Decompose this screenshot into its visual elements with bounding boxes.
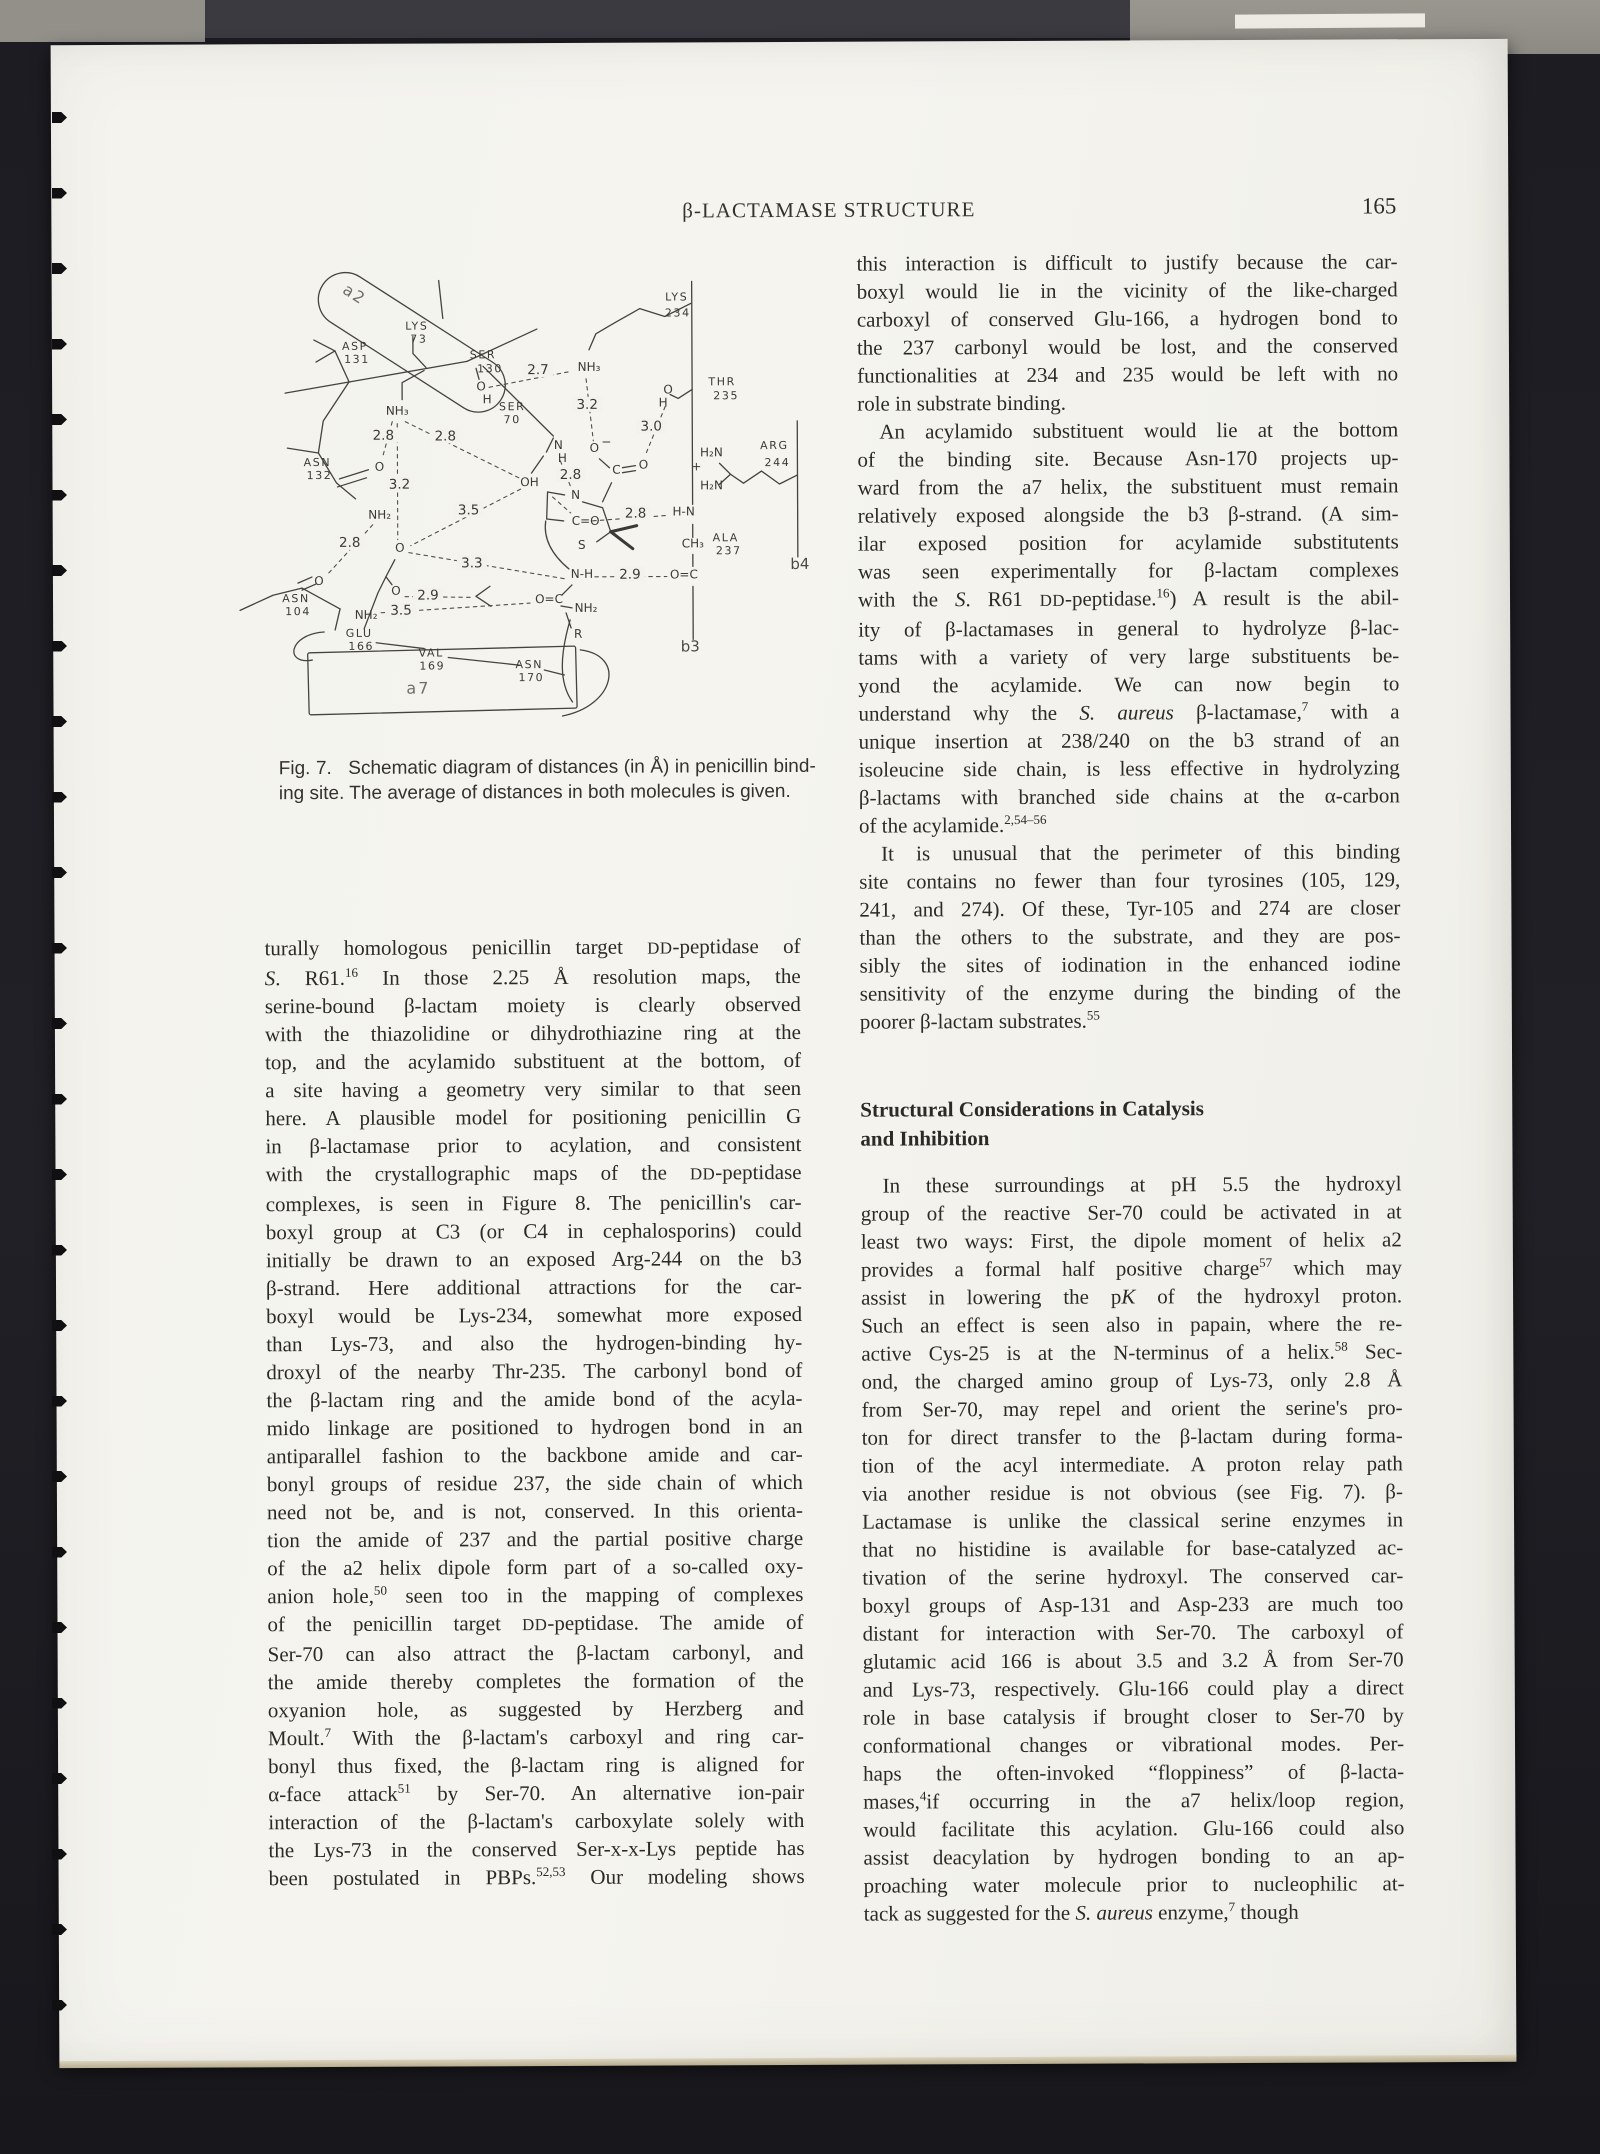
text-line: bonyl thus fixed, the β-lactam ring is aligned for: [268, 1751, 805, 1779]
diagram-label: 2.8: [372, 427, 395, 444]
diagram-label: 169: [419, 659, 446, 673]
text-line: β-lactams with branched side chains at the α-carbon: [858, 783, 1400, 810]
diagram-label: ASN: [303, 455, 332, 470]
text-line: boxyl groups of Asp-131 and Asp-233 are much too: [862, 1591, 1404, 1618]
text-line: tion the amide of 237 and the partial positive charge: [267, 1525, 804, 1553]
text-line: interaction of the β-lactam's carboxylate solely with: [268, 1807, 805, 1835]
text-line: It is unusual that the perimeter of this binding: [881, 839, 1401, 866]
diagram-label: CH₃: [681, 536, 704, 551]
diagram-label: H₂N: [699, 445, 723, 460]
text-line: and Lys-73, respectively. Glu-166 could play a direct: [862, 1675, 1404, 1702]
text-line: mases,$^4$if occurring in the a7 helix/loop region,: [863, 1787, 1405, 1814]
text-line: yond the acylamide. We can now begin to: [858, 671, 1400, 698]
diagram-label: SER: [469, 348, 497, 362]
figure-7-diagram: [226, 239, 828, 747]
diagram-label: NH₃: [385, 403, 409, 418]
diagram-label: N-H: [570, 566, 594, 581]
text-line: a site having a geometry very similar to that seen: [265, 1075, 802, 1103]
text-line: least two ways: First, the dipole moment of helix a2: [860, 1227, 1402, 1254]
text-line: tack as suggested for the S. aureus enzyme,$^7$ though: [863, 1899, 1299, 1926]
text-line: initially be drawn to an exposed Arg-244 on the b3: [265, 1245, 802, 1273]
diagram-label: O: [663, 382, 673, 397]
text-line: oxyanion hole, as suggested by Herzberg and: [267, 1695, 804, 1723]
text-line: turally homologous penicillin target DD-peptidase of: [264, 933, 801, 961]
text-line: of the penicillin target DD-peptidase. The amide of: [267, 1609, 804, 1637]
text-line: isoleucine side chain, is less effective in hydrolyzing: [858, 755, 1400, 782]
diagram-label: ARG: [760, 438, 789, 453]
text-line: role in substrate binding.: [857, 390, 1067, 416]
text-line: top, and the acylamido substituent at the bottom, of: [264, 1047, 802, 1075]
diagram-label: 2.7: [527, 362, 549, 379]
paragraph: [861, 1169, 1405, 1927]
diagram-label: O: [589, 440, 600, 455]
page-header: [261, 195, 1396, 230]
diagram-label: +: [691, 459, 702, 474]
diagram-label: a2: [339, 279, 370, 309]
diagram-label: 131: [344, 352, 370, 366]
diagram-label: R: [573, 626, 583, 641]
diagram-label: 132: [306, 468, 333, 483]
text-line: the 237 carbonyl would be lost, and the conserved: [856, 333, 1398, 360]
diagram-label: 2.8: [339, 534, 361, 551]
diagram-labels: [281, 278, 810, 698]
diagram-label: 3.2: [388, 476, 411, 493]
diagram-label: LYS: [405, 319, 429, 333]
diagram-label: OH: [520, 475, 539, 490]
text-line: assist in lowering the pK of the hydroxyl proton.: [861, 1283, 1403, 1310]
book-page: [51, 39, 1517, 2063]
diagram-label: 166: [348, 639, 375, 653]
text-line: the β-lactam ring and the amide bond of the acyla-: [266, 1385, 803, 1413]
figure-caption: [279, 754, 816, 806]
diagram-label: 2.9: [619, 566, 641, 583]
diagram-label: O: [395, 540, 405, 555]
text-line: role in base catalysis if brought closer to Ser-70 by: [862, 1703, 1404, 1730]
diagram-label: O: [314, 574, 324, 589]
diagram-label: 3.5: [390, 602, 412, 619]
text-line: relatively exposed alongside the b3 β-strand. (A sim-: [857, 501, 1399, 528]
diagram-label: 130: [477, 362, 503, 376]
diagram-label: 104: [285, 605, 312, 619]
text-line: Structural Considerations in Catalysis: [860, 1096, 1204, 1122]
text-line: 241, and 274). Of these, Tyr-105 and 274 are closer: [859, 895, 1401, 922]
text-line: ond, the charged amino group of Lys-73, only 2.8 Å: [861, 1367, 1403, 1394]
text-line: of the binding site. Because Asn-170 projects up-: [857, 445, 1399, 472]
diagram-label: O: [374, 459, 385, 474]
diagram-label: O: [476, 379, 486, 394]
text-line: α-face attack$^{51}$ by Ser-70. An alternative ion-pair: [268, 1779, 805, 1807]
diagram-label: NH₂: [574, 600, 598, 615]
diagram-label: H₂N: [700, 478, 723, 493]
text-line: site contains no fewer than four tyrosines (105, 129,: [859, 867, 1401, 894]
diagram-label: N: [571, 487, 581, 502]
text-line: that no histidine is available for base-catalyzed ac-: [862, 1535, 1404, 1562]
running-title: β-LACTAMASE STRUCTURE: [682, 197, 976, 223]
diagram-label: 170: [518, 671, 545, 685]
diagram-label: 3.2: [576, 396, 598, 413]
text-line: functionalities at 234 and 235 would be left with no: [857, 361, 1399, 388]
text-line: assist deacylation by hydrogen bonding to an ap-: [863, 1843, 1405, 1870]
text-line: with the S. R61 DD-peptidase.$^{16}$) A result is the abil-: [857, 585, 1400, 612]
text-line: proaching water molecule prior to nucleophilic at-: [863, 1871, 1405, 1898]
text-line: S. R61.16 In those 2.25 Å resolution maps, the: [264, 963, 801, 991]
right-text-column: [857, 247, 1405, 1927]
left-text-column: [264, 932, 804, 1892]
text-line: Such an effect is seen also in papain, where the re-: [861, 1311, 1403, 1338]
diagram-label: −: [601, 434, 612, 449]
text-line: than the others to the substrate, and they are pos-: [859, 923, 1401, 950]
text-line: sibly the sites of iodination in the enhanced iodine: [859, 951, 1401, 978]
text-line: conformational changes or vibrational modes. Per-: [862, 1731, 1405, 1758]
text-line: bonyl groups of residue 237, the side chain of which: [266, 1469, 803, 1497]
text-line: here. A plausible model for positioning penicillin G: [265, 1103, 802, 1131]
diagram-label: 234: [664, 306, 691, 320]
diagram-label: LYS: [665, 290, 689, 304]
text-line: tivation of the serine hydroxyl. The conserved car-: [862, 1563, 1404, 1590]
text-line: boxyl would lie in the vicinity of the like-charged: [856, 277, 1398, 304]
text-line: carboxyl of conserved Glu-166, a hydrogen bond to: [856, 305, 1398, 332]
diagram-label: VAL: [418, 646, 444, 660]
diagram-label: NH₂: [354, 607, 378, 622]
diagram-label: NH₂: [368, 507, 392, 522]
text-line: tams with a variety of very large substituents be-: [858, 643, 1400, 670]
diagram-label: O: [391, 583, 401, 598]
diagram-label: b3: [680, 637, 700, 656]
text-line: with the crystallographic maps of the DD-peptidase: [265, 1159, 802, 1187]
text-line: unique insertion at 238/240 on the b3 strand of an: [858, 727, 1400, 754]
diagram-label: ASN: [282, 592, 310, 606]
paragraph: [857, 415, 1400, 839]
text-line: provides a formal half positive charge$^{57}$ which may: [860, 1254, 1403, 1282]
diagram-label: C=O: [571, 513, 600, 528]
diagram-label: N: [553, 437, 563, 452]
text-line: of the acylamide.$^{2,54-56}$: [858, 811, 1047, 838]
text-line: the Lys-73 in the conserved Ser-x-x-Lys peptide has: [268, 1835, 805, 1863]
diagram-label: 244: [764, 455, 791, 470]
text-line: need not be, and is not, conserved. In this orienta-: [266, 1497, 804, 1525]
diagram-label: O: [638, 457, 649, 472]
page-edge-sliver: [1235, 13, 1425, 28]
text-line: complexes, is seen in Figure 8. The penicillin's car-: [265, 1189, 802, 1217]
diagram-label: b4: [790, 554, 810, 573]
diagram-label: 235: [713, 389, 740, 403]
text-line: haps the often-invoked “floppiness” of β-lacta-: [863, 1759, 1405, 1786]
text-line: tion of the acyl intermediate. A proton relay path: [861, 1451, 1403, 1478]
diagram-label: C: [612, 462, 621, 477]
text-line: group of the reactive Ser-70 could be activated in at: [860, 1199, 1402, 1226]
text-line: and Inhibition: [860, 1126, 990, 1151]
text-line: of the a2 helix dipole form part of a so-called oxy-: [267, 1553, 804, 1581]
text-line: mido linkage are positioned to hydrogen bond in an: [266, 1413, 803, 1441]
section-heading: [860, 1093, 1401, 1153]
text-line: glutamic acid 166 is about 3.5 and 3.2 Å from Ser-70: [862, 1647, 1404, 1674]
diagram-label: 2.8: [624, 505, 647, 522]
text-line: ity of β-lactamases in general to hydrolyze β-lac-: [858, 615, 1400, 642]
diagram-label: a7: [406, 678, 431, 698]
text-line: anion hole,$^{50}$ seen too in the mapping of complexes: [267, 1581, 804, 1609]
diagram-label: ALA: [712, 531, 739, 545]
text-line: been postulated in PBPs.$^{52,53}$ Our modeling shows: [268, 1863, 805, 1891]
diagram-label: NH₃: [577, 359, 601, 374]
text-line: In these surroundings at pH 5.5 the hydroxyl: [882, 1171, 1402, 1198]
gem-dimethyl-bonds: [611, 526, 637, 549]
text-line: via another residue is not obvious (see Fig. 7). β-: [861, 1479, 1403, 1506]
text-line: Moult.$^7$ With the β-lactam's carboxyl and ring car-: [267, 1723, 805, 1751]
diagram-label: O=C: [535, 591, 564, 607]
diagram-label: H: [482, 392, 492, 407]
diagram-label: H-N: [672, 504, 695, 519]
text-line: poorer β-lactam substrates.$^{55}$: [859, 1007, 1100, 1034]
scanner-bed-shadow: [205, 0, 1130, 38]
diagram-label: ASN: [515, 658, 544, 672]
text-line: ward from the a7 helix, the substituent must remain: [857, 473, 1399, 500]
text-line: droxyl of the nearby Thr-235. The carbonyl bond of: [266, 1357, 803, 1385]
paragraph: [264, 932, 804, 1892]
text-line: ing site. The average of distances in both molecules is given.: [278, 780, 791, 805]
text-line: sensitivity of the enzyme during the binding of the: [859, 979, 1401, 1006]
paragraph: [859, 837, 1401, 1035]
diagram-label: 2.8: [559, 466, 582, 483]
diagram-label: S: [577, 537, 586, 552]
text-line: understand why the S. aureus β-lactamase,$^7$ with a: [858, 698, 1400, 726]
diagram-label: 2.9: [417, 587, 439, 604]
text-line: this interaction is difficult to justify because the car-: [856, 249, 1398, 276]
text-line: in β-lactamase prior to acylation, and consistent: [265, 1131, 802, 1159]
diagram-label: 3.3: [461, 555, 483, 572]
diagram-label: 3.5: [457, 502, 480, 519]
diagram-label: H: [557, 450, 567, 465]
diagram-label: 3.0: [640, 418, 663, 435]
text-line: β-strand. Here additional attractions for the car-: [265, 1273, 803, 1301]
diagram-label: 2.8: [434, 428, 457, 445]
text-line: serine-bound β-lactam moiety is clearly observed: [264, 991, 801, 1019]
text-line: from Ser-70, may repel and orient the serine's pro-: [861, 1395, 1403, 1422]
diagram-label: THR: [708, 375, 736, 389]
text-line: Fig. 7. Schematic diagram of distances (in Å) in penicillin bind-: [278, 755, 816, 780]
text-line: would facilitate this acylation. Glu-166 could also: [863, 1815, 1405, 1842]
text-line: antiparallel fashion to the backbone amide and car-: [266, 1441, 803, 1469]
diagram-label: SER: [498, 400, 526, 414]
text-line: distant for interaction with Ser-70. The carboxyl of: [862, 1619, 1404, 1646]
scanner-bed-strip: [0, 0, 205, 42]
diagram-label: 237: [715, 544, 742, 558]
text-line: the amide thereby completes the formation of the: [267, 1667, 804, 1695]
diagram-label: 73: [410, 332, 428, 346]
page-number: 165: [1361, 193, 1397, 219]
text-line: with the thiazolidine or dihydrothiazine ring at the: [264, 1019, 801, 1047]
text-line: boxyl would be Lys-234, somewhat more exposed: [266, 1301, 803, 1329]
text-line: boxyl group at C3 (or C4 in cephalosporins) could: [265, 1217, 802, 1245]
text-line: An acylamido substituent would lie at the bottom: [879, 417, 1399, 444]
diagram-label: O=C: [669, 567, 698, 582]
text-line: ton for direct transfer to the β-lactam during forma-: [861, 1423, 1403, 1450]
text-line: was seen experimentally for β-lactam complexes: [857, 557, 1399, 584]
text-line: than Lys-73, and also the hydrogen-binding hy-: [266, 1329, 803, 1357]
diagram-label: GLU: [345, 626, 373, 640]
text-line: ilar exposed position for acylamide substitutents: [857, 529, 1399, 556]
text-line: Ser-70 can also attract the β-lactam carbonyl, and: [267, 1639, 804, 1667]
diagram-label: H: [658, 395, 668, 410]
diagram-label: 70: [503, 413, 521, 427]
text-line: active Cys-25 is at the N-terminus of a helix.$^{58}$ Sec-: [861, 1338, 1403, 1366]
paragraph: [857, 247, 1399, 417]
text-line: Lactamase is unlike the classical serine enzymes in: [862, 1507, 1404, 1534]
diagram-label: ASP: [341, 339, 368, 353]
